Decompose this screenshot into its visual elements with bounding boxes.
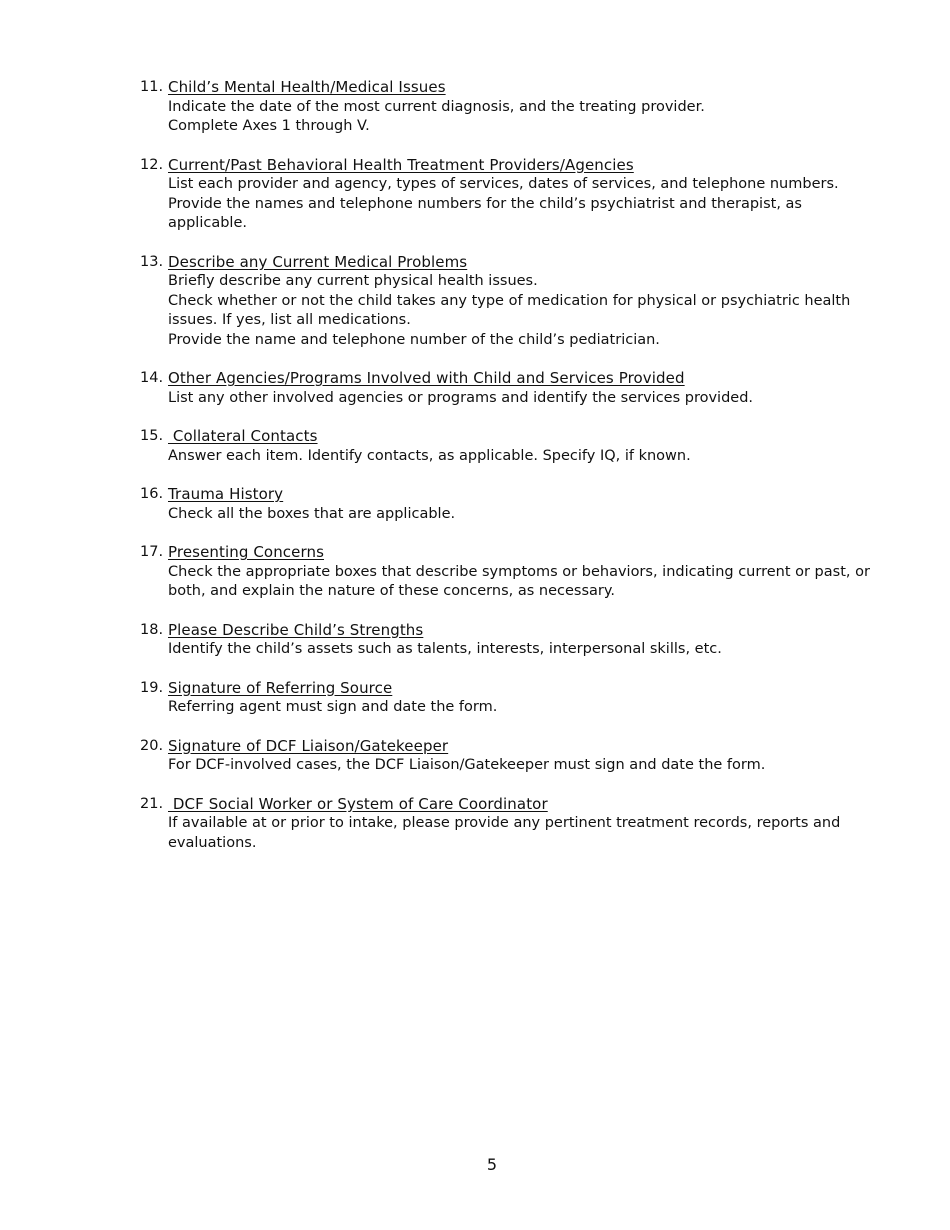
page-number: 5 [486,1155,498,1174]
item-body [168,737,880,776]
item-description: Answer each item. Identify contacts, as applicable. Specify IQ, if known. [168,447,691,464]
item-title: Describe any Current Medical Problems [168,252,468,271]
item-description: Check all the boxes that are applicable. [168,505,456,522]
instruction-item-20 [140,737,880,776]
item-number: 20. [140,737,164,754]
instruction-item-11 [140,78,880,137]
item-number: 15. [140,428,164,444]
item-title: Signature of Referring Source [168,678,393,697]
item-description: Referring agent must sign and date the form. [168,699,498,715]
item-title: Child’s Mental Health/Medical Issues [168,78,446,96]
item-number: 14. [140,370,164,386]
instruction-item-17 [140,543,880,602]
instruction-item-21 [140,795,880,854]
item-number: 17. [140,544,164,560]
instruction-item-13 [140,253,880,351]
item-body [168,369,880,408]
item-description: If available at or prior to intake, please provide any pertinent treatment records, reports and evaluations. [168,815,841,851]
item-body [168,253,880,351]
item-description: Briefly describe any current physical health issues. [168,273,538,289]
item-description: Indicate the date of the most current diagnosis, and the treating provider. [168,98,705,115]
item-description: Check the appropriate boxes that describe symptoms or behaviors, indicating current or past, or both, and explain the nature of these concerns, as necessary. [168,563,870,599]
item-body [168,156,880,234]
instruction-item-19 [140,679,880,718]
item-title: Other Agencies/Programs Involved with Child and Services Provided [168,369,685,387]
item-number: 21. [140,795,164,812]
item-number: 13. [140,253,164,270]
item-description: List each provider and agency, types of services, dates of services, and telephone numbers. Provide the names and telephone numbers for the child’s psychiatrist and therapist, as applicable. [168,176,839,231]
item-title: Presenting Concerns [168,543,325,561]
instruction-item-18 [140,621,880,660]
item-number: 11. [140,79,164,95]
item-description: For DCF-involved cases, the DCF Liaison/Gatekeeper must sign and date the form. [168,757,766,773]
instruction-item-16 [140,485,880,524]
item-description: Check whether or not the child takes any type of medication for physical or psychiatric health issues. If yes, list all medications. [168,292,851,328]
item-description: List any other involved agencies or programs and identify the services provided. [168,389,754,406]
item-title: Current/Past Behavioral Health Treatment Providers/Agencies [168,155,634,174]
item-body [168,78,880,137]
item-title: Collateral Contacts [168,427,318,445]
item-title: DCF Social Worker or System of Care Coordinator [168,794,548,813]
item-number: 16. [140,486,164,502]
item-body [168,485,880,524]
item-description: Complete Axes 1 through V. [168,118,370,134]
item-title: Signature of DCF Liaison/Gatekeeper [168,736,449,755]
instructions-list [140,78,880,872]
item-body [168,427,880,466]
instruction-item-14 [140,369,880,408]
item-body [168,543,880,602]
instruction-item-15 [140,427,880,466]
item-description: Identify the child’s assets such as talents, interests, interpersonal skills, etc. [168,641,722,657]
item-number: 12. [140,156,164,173]
item-number: 18. [140,621,164,638]
item-body [168,679,880,718]
item-body [168,621,880,660]
instruction-item-12 [140,156,880,234]
item-description: Provide the name and telephone number of the child’s pediatrician. [168,331,660,348]
item-title: Please Describe Child’s Strengths [168,620,424,639]
item-title: Trauma History [168,485,284,503]
item-number: 19. [140,679,164,696]
item-body [168,795,880,854]
